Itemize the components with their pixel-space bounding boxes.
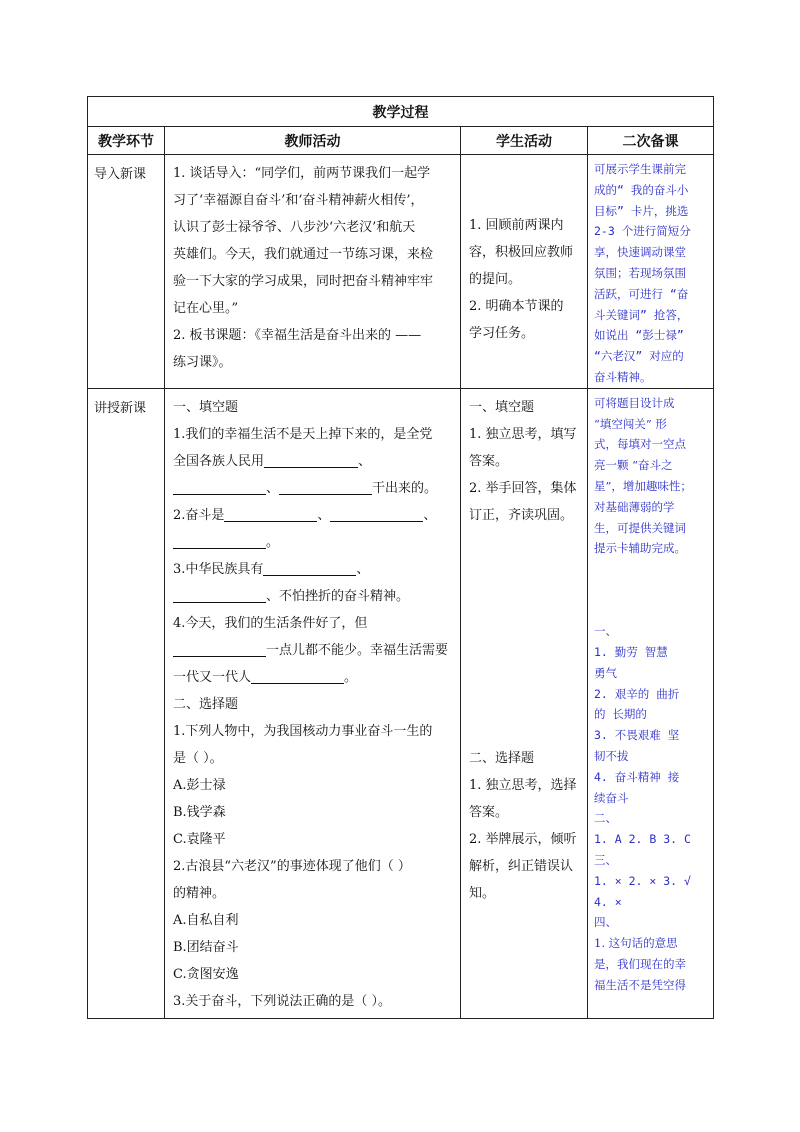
student-activity-teaching <box>461 388 588 1018</box>
question-text: 一代又一代人 <box>173 669 252 685</box>
note-line: 如说出 “彭士禄” <box>594 328 684 343</box>
note-line: 亮一颗 “奋斗之 <box>594 458 673 473</box>
student-line: 知。 <box>469 885 496 901</box>
teaching-process-table <box>87 96 714 1019</box>
answer-line: 是，我们现在的幸 <box>594 956 686 971</box>
header-stage: 教学环节 <box>88 127 165 155</box>
note-line: 可将题目设计成 <box>594 395 675 410</box>
note-line: 享，快速调动课堂 <box>594 245 686 260</box>
teacher-line: 验一下大家的学习成果，同时把奋斗精神牢牢 <box>173 274 434 289</box>
answer-line: 的 长期的 <box>594 707 647 722</box>
note-line: 斗关键词” 抢答， <box>594 307 689 322</box>
answer-blank <box>330 503 423 522</box>
student-line: 订正，齐读巩固。 <box>469 507 574 523</box>
answer-blank <box>251 665 344 684</box>
stage-teaching: 讲授新课 <box>88 388 165 1018</box>
answer-line: 1. 勤劳 智慧 <box>594 644 668 659</box>
question-line <box>173 448 454 475</box>
note-line: 活跃，可进行 “奋 <box>594 286 689 301</box>
choice-option: A.彭士禄 <box>173 777 226 793</box>
choice-option: C.袁隆平 <box>173 831 226 847</box>
teacher-line: 英雄们。今天，我们就通过一节练习课，来检 <box>173 247 434 262</box>
answer-blank <box>173 638 266 657</box>
section-multiple-choice: 二、选择题 <box>173 696 239 712</box>
question-line <box>173 502 454 529</box>
teacher-line: 习了‘幸福源自奋斗’和‘奋斗精神薪火相传’， <box>173 193 424 208</box>
answer-line: 4. × <box>594 894 622 909</box>
separator: 、 <box>317 507 331 523</box>
answer-blank <box>279 476 372 495</box>
choice-option: B.钱学森 <box>173 804 226 820</box>
answer-line: 福生活不是凭空得 <box>594 977 686 992</box>
spacer <box>594 559 710 621</box>
note-line: 可展示学生课前完 <box>594 162 686 176</box>
question-text: 全国各族人民用 <box>173 453 265 469</box>
note-line: 星”，增加趣味性； <box>594 478 692 493</box>
student-line: 2. 举手回答，集体 <box>469 480 577 496</box>
question-text: 是（ ）。 <box>173 750 223 766</box>
answer-line: 一、 <box>594 624 617 639</box>
student-line: 2. 明确本节课的 <box>469 299 564 314</box>
header-student-activity: 学生活动 <box>461 127 588 155</box>
note-line: 生，可提供关键词 <box>594 520 686 535</box>
question-line <box>173 583 454 610</box>
question-line <box>173 475 454 502</box>
note-line: 奋斗精神。 <box>594 369 652 384</box>
student-line: 2. 举牌展示，倾听 <box>469 831 577 847</box>
note-line: 氛围；若现场氛围 <box>594 265 686 280</box>
separator: 。 <box>266 534 280 550</box>
question-text: 2.奋斗是 <box>173 507 225 523</box>
answer-line: 1. 这句话的意思 <box>594 936 678 951</box>
teacher-line: 记在心里。” <box>173 301 239 316</box>
teacher-line: 练习课》。 <box>173 355 232 370</box>
question-line <box>173 529 454 556</box>
student-line: 答案。 <box>469 804 509 820</box>
teacher-activity-teaching <box>165 388 461 1018</box>
question-text: 干出来的。 <box>372 480 438 496</box>
separator: 、 <box>356 561 370 577</box>
answer-line: 续奋斗 <box>594 790 629 805</box>
header-teacher-activity: 教师活动 <box>165 127 461 155</box>
question-text: 、不怕挫折的奋斗精神。 <box>266 588 410 604</box>
student-line: 1. 独立思考，填写 <box>469 426 577 442</box>
student-line: 学习任务。 <box>469 326 535 341</box>
note-line: “六老汉” 对应的 <box>594 349 684 364</box>
student-activity-intro <box>461 155 588 389</box>
note-line: 对基础薄弱的学 <box>594 499 675 514</box>
teacher-line: 认识了彭士禄爷爷、八步沙‘六老汉’和航天 <box>173 220 416 235</box>
question-text: 4.今天，我们的生活条件好了，但 <box>173 615 368 631</box>
question-text: 2.古浪县“六老汉”的事迹体现了他们（ ） <box>173 858 411 874</box>
answer-line: 3. 不畏艰难 坚 <box>594 728 680 743</box>
header-second-preparation: 二次备课 <box>588 127 714 155</box>
spacer <box>469 529 581 745</box>
answer-line: 勇气 <box>594 665 617 680</box>
student-line: 解析，纠正错误认 <box>469 858 574 874</box>
choice-option: A.自私自利 <box>173 912 239 928</box>
note-line: “填空闯关” 形 <box>594 416 667 431</box>
separator: 、 <box>266 480 280 496</box>
separator: 、 <box>423 507 437 523</box>
teacher-line: 1. 谈话导入：“同学们，前两节课我们一起学 <box>173 166 431 181</box>
question-line <box>173 664 454 691</box>
student-line: 二、选择题 <box>469 750 535 766</box>
separator: 、 <box>358 453 372 469</box>
note-line: 成的“ 我的奋斗小 <box>594 182 689 197</box>
question-line <box>173 637 454 664</box>
choice-option: B.团结奋斗 <box>173 939 239 955</box>
student-line: 容，积极回应教师 <box>469 245 574 260</box>
table-title: 教学过程 <box>88 97 714 127</box>
student-line: 一、填空题 <box>469 399 535 415</box>
note-intro <box>588 155 714 389</box>
answer-blank <box>173 530 266 549</box>
student-line: 1. 回顾前两课内 <box>469 218 564 233</box>
student-line: 的提问。 <box>469 272 522 287</box>
table-row <box>88 155 714 389</box>
question-text: 3.关于奋斗，下列说法正确的是（ ）。 <box>173 993 392 1009</box>
answer-line: 韧不拔 <box>594 748 629 763</box>
note-teaching <box>588 388 714 1018</box>
question-text: 的精神。 <box>173 885 226 901</box>
question-text: 1.下列人物中，为我国核动力事业奋斗一生的 <box>173 723 433 739</box>
answer-line: 1. A 2. B 3. C <box>594 832 691 847</box>
answer-blank <box>173 584 266 603</box>
choice-option: C.贪图安逸 <box>173 966 239 982</box>
answer-line: 2. 艰辛的 曲折 <box>594 686 680 701</box>
answer-blank <box>224 503 317 522</box>
separator: 。 <box>344 669 358 685</box>
answer-line: 4. 奋斗精神 接 <box>594 769 680 784</box>
note-line: 式，每填对一空点 <box>594 437 686 452</box>
answer-blank <box>173 476 266 495</box>
note-line: 目标” 卡片，挑选 <box>594 203 689 218</box>
question-text: 3.中华民族具有 <box>173 561 264 577</box>
section-fill-blank: 一、填空题 <box>173 399 239 415</box>
table-row <box>88 388 714 1018</box>
note-line: 2-3 个进行简短分 <box>594 224 691 239</box>
question-line <box>173 556 454 583</box>
answer-line: 二、 <box>594 811 617 826</box>
answer-line: 四、 <box>594 915 617 930</box>
question-text: 1.我们的幸福生活不是天上掉下来的，是全党 <box>173 426 433 442</box>
answer-line: 三、 <box>594 852 617 867</box>
teacher-activity-intro <box>165 155 461 389</box>
answer-blank <box>263 557 356 576</box>
question-text: 一点儿都不能少。幸福生活需要 <box>266 642 449 658</box>
answer-blank <box>264 449 358 468</box>
student-line: 1. 独立思考，选择 <box>469 777 577 793</box>
note-line: 提示卡辅助完成。 <box>594 541 686 556</box>
teacher-line: 2. 板书课题：《幸福生活是奋斗出来的 —— <box>173 328 422 343</box>
student-line: 答案。 <box>469 453 509 469</box>
answer-line: 1. × 2. × 3. √ <box>594 873 691 888</box>
stage-intro: 导入新课 <box>88 155 165 389</box>
